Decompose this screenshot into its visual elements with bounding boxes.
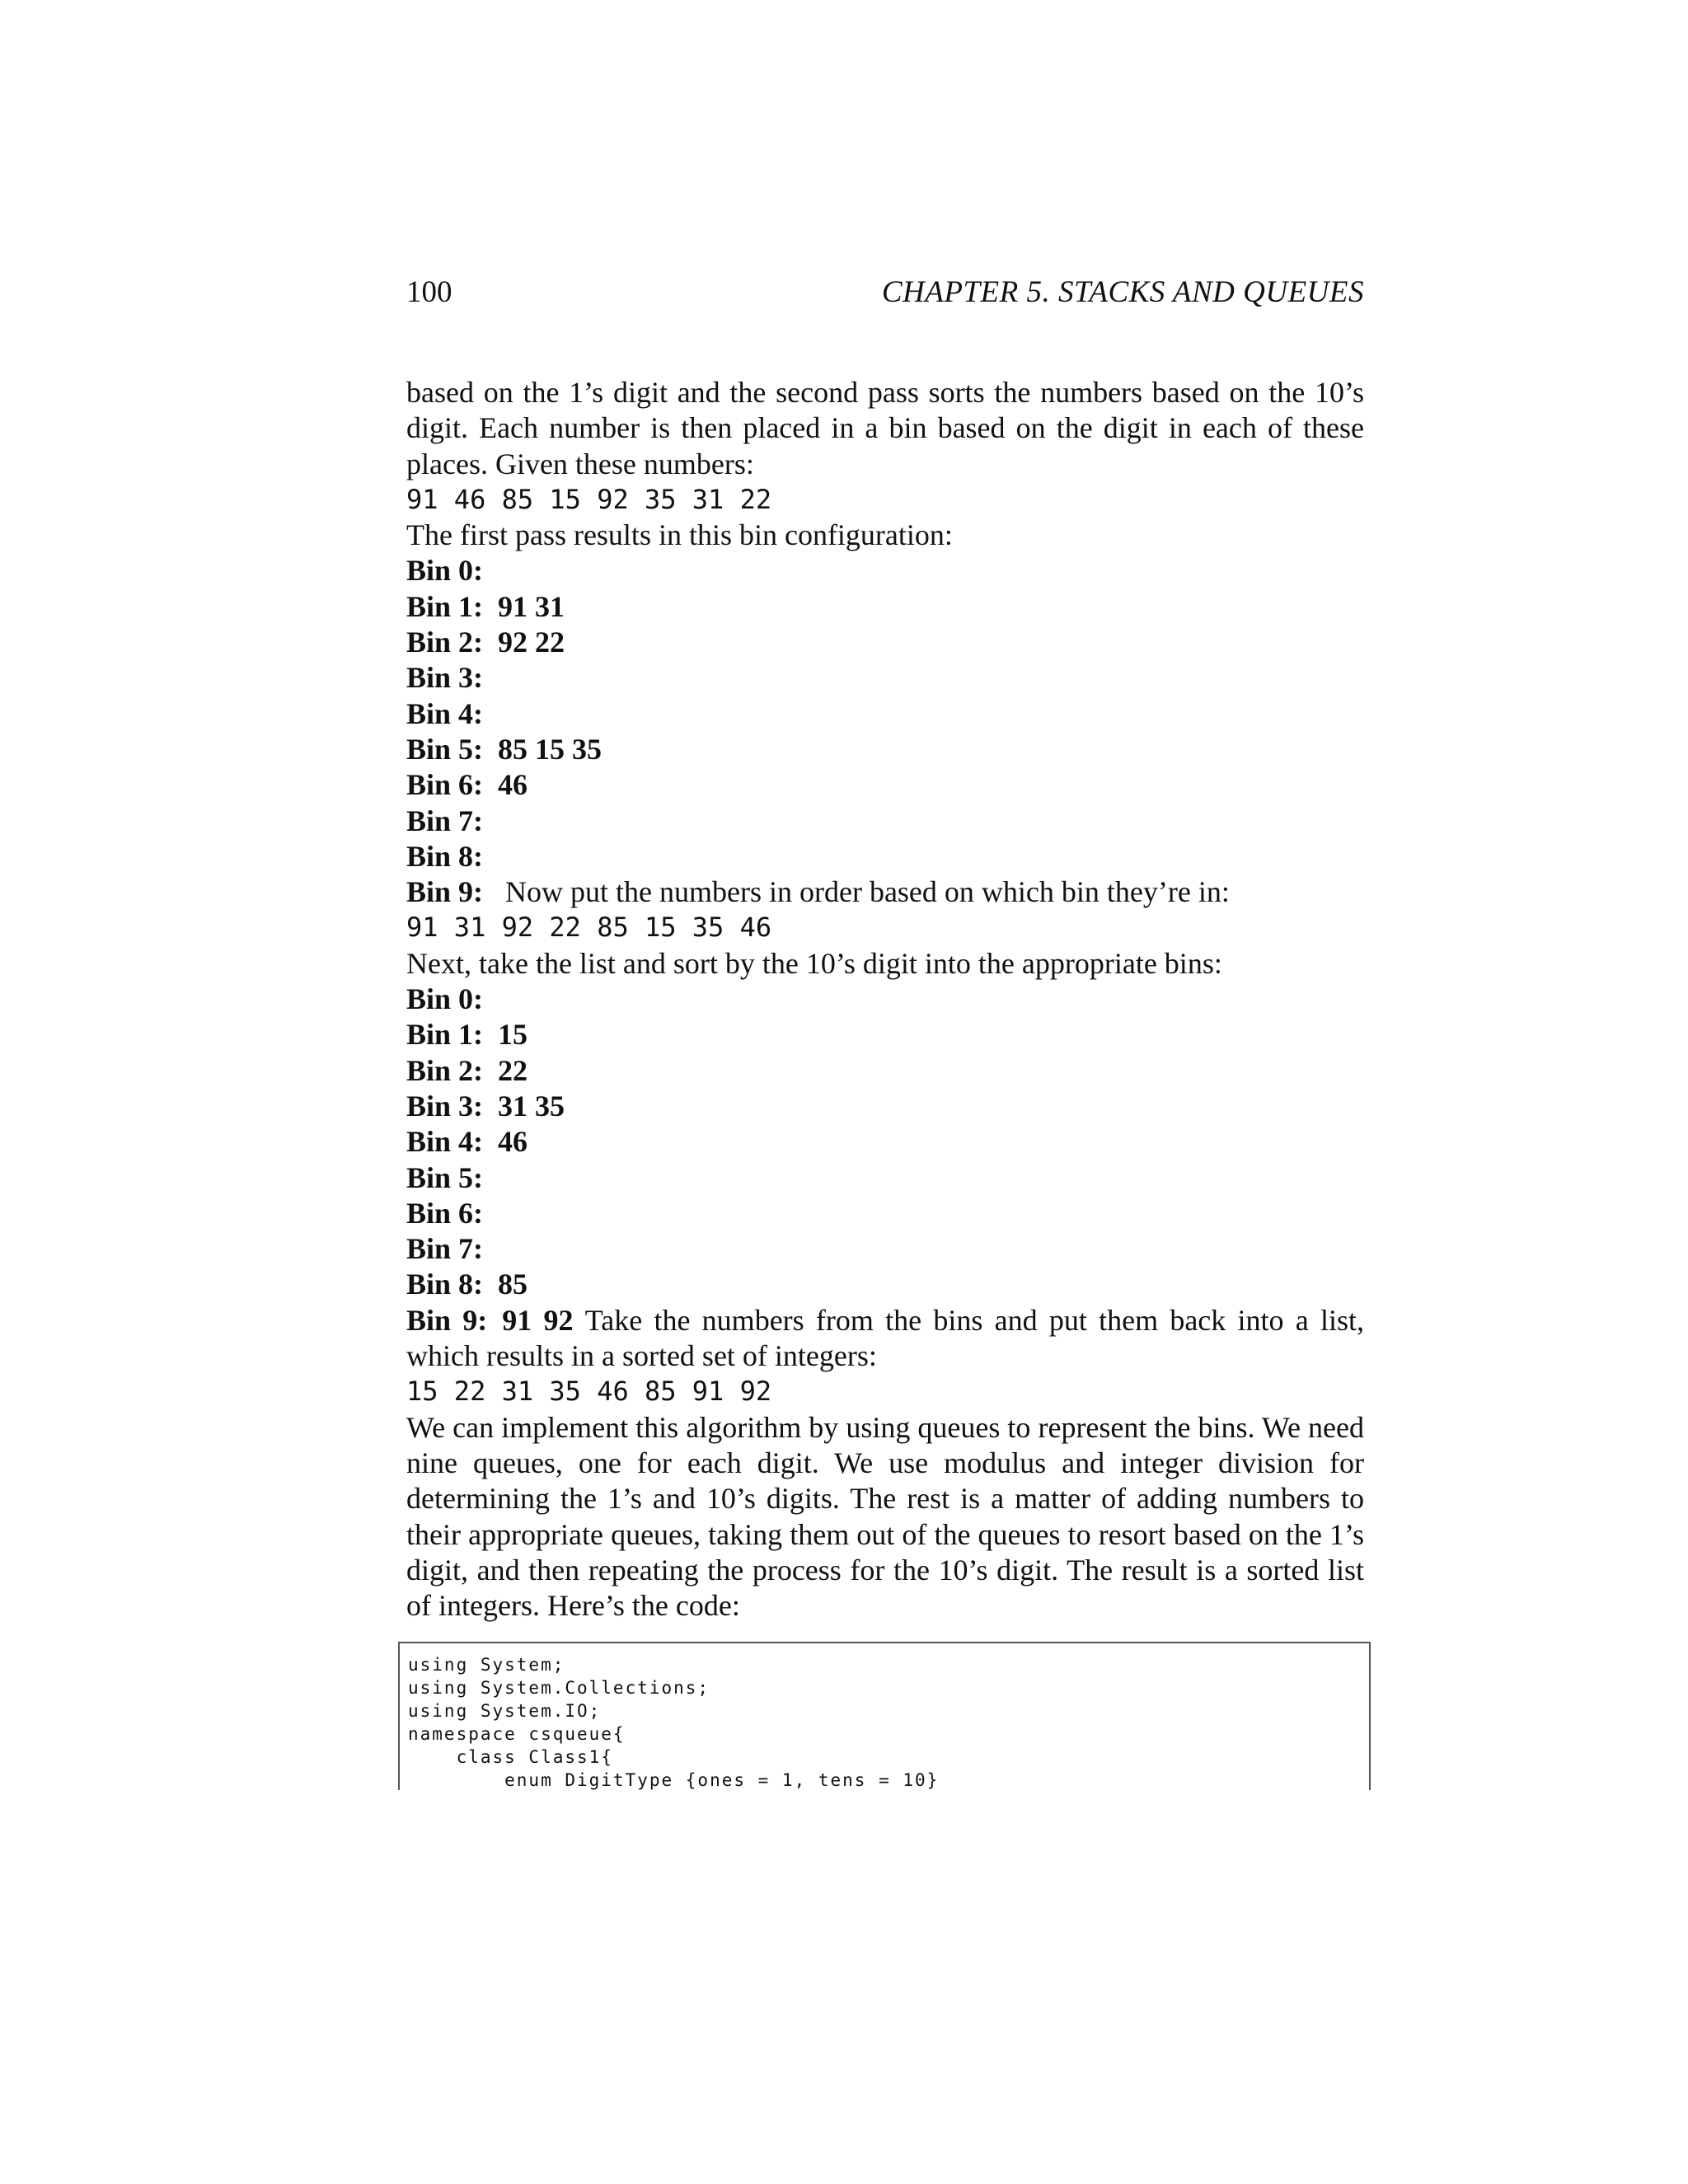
bin-row [406,553,1364,588]
second-pass-bins [406,982,1364,1374]
bin-values: 92 22 [498,626,565,659]
bin-label: Bin 5: [406,732,484,766]
bin-label: Bin 4: [406,696,484,730]
bin-values: 15 [498,1018,528,1052]
bin-label: Bin 0: [406,982,484,1016]
bin-row [406,874,1364,910]
bin-values: 91 31 [498,589,565,623]
first-pass-intro: The first pass results in this bin configuration: [406,518,953,552]
bin-row [406,1160,1364,1196]
bin-row [406,1303,1364,1375]
page-number: 100 [406,275,452,309]
bin-row [406,1053,1364,1089]
bin-label: Bin 2: [406,1053,484,1087]
bin-row [406,1231,1364,1267]
bin-label: Bin 1: [406,1018,484,1052]
bin-label: Bin 8: [406,839,484,873]
first-pass-followup: Now put the numbers in order based on which bin they’re in: [505,875,1230,909]
code-line: class Class1{ [408,1747,613,1767]
bin-label: Bin 9: [406,1303,488,1337]
second-pass-intro: Next, take the list and sort by the 10’s digit into the appropriate bins: [406,946,1222,980]
bin-row [406,1089,1364,1124]
bin-values: 85 [498,1268,528,1301]
bin-values: 31 35 [498,1089,565,1122]
sorted-numbers: 15 22 31 35 46 85 91 92 [406,1376,772,1408]
bin-label: Bin 6: [406,1196,484,1230]
bin-row [406,1124,1364,1160]
bin-label: Bin 4: [406,1125,484,1159]
bin-label: Bin 0: [406,554,484,588]
running-title: CHAPTER 5. STACKS AND QUEUES [881,275,1364,309]
bin-values: 46 [498,1125,528,1159]
bin-row [406,767,1364,803]
bin-row [406,696,1364,732]
bin-row [406,839,1364,874]
bin-label: Bin 7: [406,804,484,837]
bin-row [406,1267,1364,1302]
bin-label: Bin 1: [406,589,484,623]
first-pass-bins [406,553,1364,910]
bin-label: Bin 2: [406,626,484,659]
bin-row [406,1196,1364,1231]
first-pass-numbers: 91 31 92 22 85 15 35 46 [406,912,772,944]
bin-label: Bin 5: [406,1160,484,1194]
bin-label: Bin 9: [406,875,484,909]
bin-label: Bin 3: [406,1089,484,1122]
code-line: enum DigitType {ones = 1, tens = 10} [408,1770,940,1790]
code-line: using System.IO; [408,1701,602,1721]
bin-row [406,804,1364,839]
bin-label: Bin 3: [406,661,484,695]
second-pass-followup: Take the numbers from the bins and put them back into a list, which results in a sorted set of integers: [406,1303,1365,1373]
bin-values: 46 [498,768,528,802]
code-line: using System; [408,1655,565,1675]
intro-paragraph: based on the 1’s digit and the second pass sorts the numbers based on the 10’s digit. Each number is then placed in a bin based on the digit in each of these places. Given these numbers: [406,376,1364,480]
code-listing [398,1642,1371,1790]
bin-label: Bin 7: [406,1232,484,1266]
bin-label: Bin 6: [406,768,484,802]
bin-label: Bin 8: [406,1268,484,1301]
bin-row [406,982,1364,1017]
page-header [406,272,1364,313]
bin-row [406,589,1364,625]
code-line: using System.Collections; [408,1678,710,1698]
closing-paragraph: We can implement this algorithm by using queues to represent the bins. We need nine queues, one for each digit. We use modulus and integer division for determining the 1’s and 10’s digits. The rest is a matter of adding numbers to their appropriate queues, taking them out of the queues to resort based on the 1’s digit, and then repeating the process for the 10’s digit. The result is a sorted list of integers. Here’s the code: [406,1410,1364,1623]
bin-row [406,625,1364,660]
initial-numbers: 91 46 85 15 92 35 31 22 [406,483,772,515]
bin-row [406,1017,1364,1052]
page-content [406,272,1364,1624]
body-text [406,375,1364,1624]
bin-values: 22 [498,1053,528,1087]
bin-values: 85 15 35 [498,732,603,766]
bin-row [406,732,1364,767]
code-line: namespace csqueue{ [408,1724,626,1744]
bin-row [406,660,1364,696]
bin-values: 91 92 [502,1303,574,1337]
